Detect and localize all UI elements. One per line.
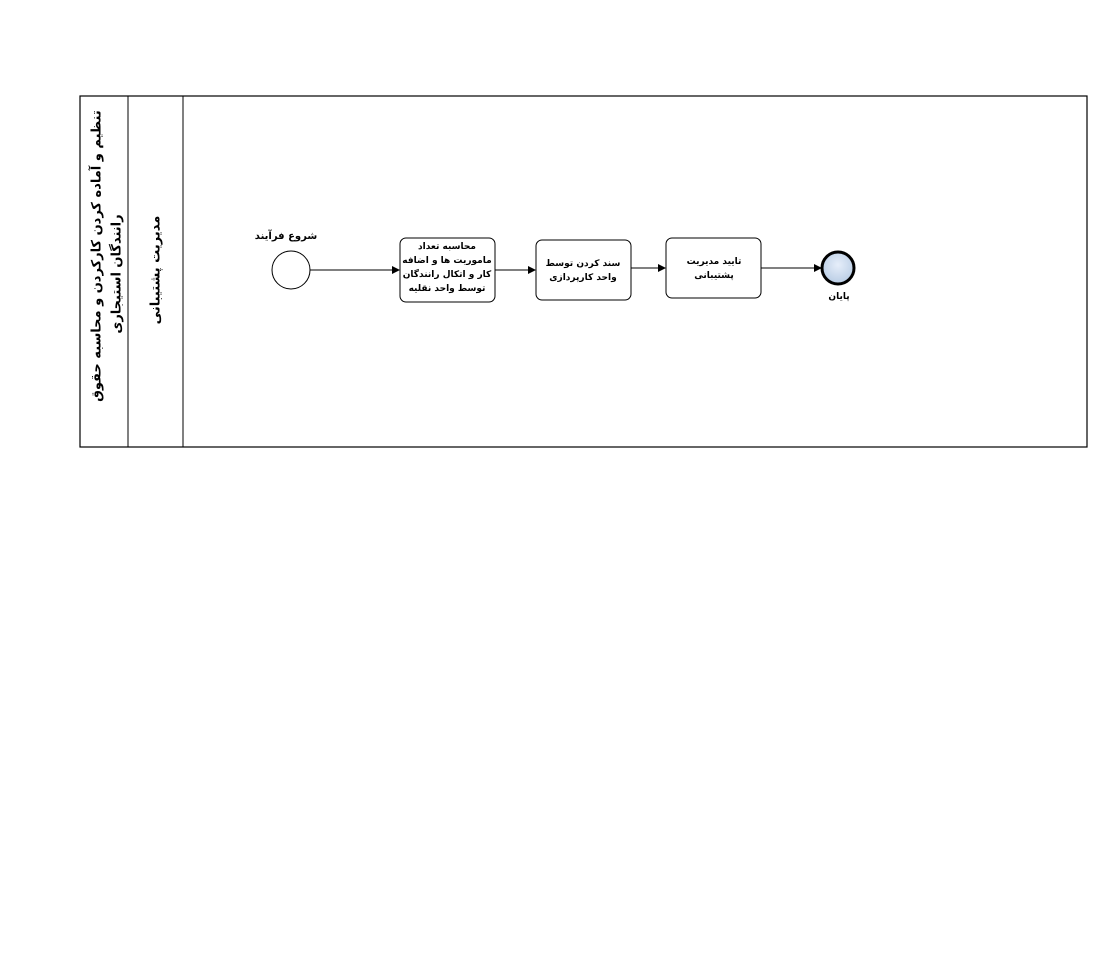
pool-title-line2: رانندگان استیجاری [109,214,125,334]
task-1-line-2: ماموریت ها و اضافه [402,256,492,266]
start-event[interactable] [272,251,310,289]
start-event-label: شروع فرآیند [254,231,318,242]
lane-title: مدیریت پشتیبانی [148,215,164,325]
end-event-label: پایان [828,292,850,302]
task-1-line-1: محاسبه تعداد [418,242,476,252]
pool-title-line1: تنظیم و آماده کردن کارکردن و محاسبه حقوق [89,110,105,402]
task-1-line-4: توسط واحد نقلیه [408,284,486,294]
task-3-line-2: پشتیبانی [694,271,734,281]
task-document-procurement[interactable] [536,240,631,300]
task-support-approval[interactable] [666,238,761,298]
task-1-line-3: کار و اتکال رانندگان [402,270,492,280]
task-2-line-1: سند کردن توسط [545,259,621,269]
end-event[interactable] [822,252,854,284]
task-3-line-1: تایید مدیریت [686,257,742,267]
task-2-line-2: واحد کارپردازی [549,273,617,283]
